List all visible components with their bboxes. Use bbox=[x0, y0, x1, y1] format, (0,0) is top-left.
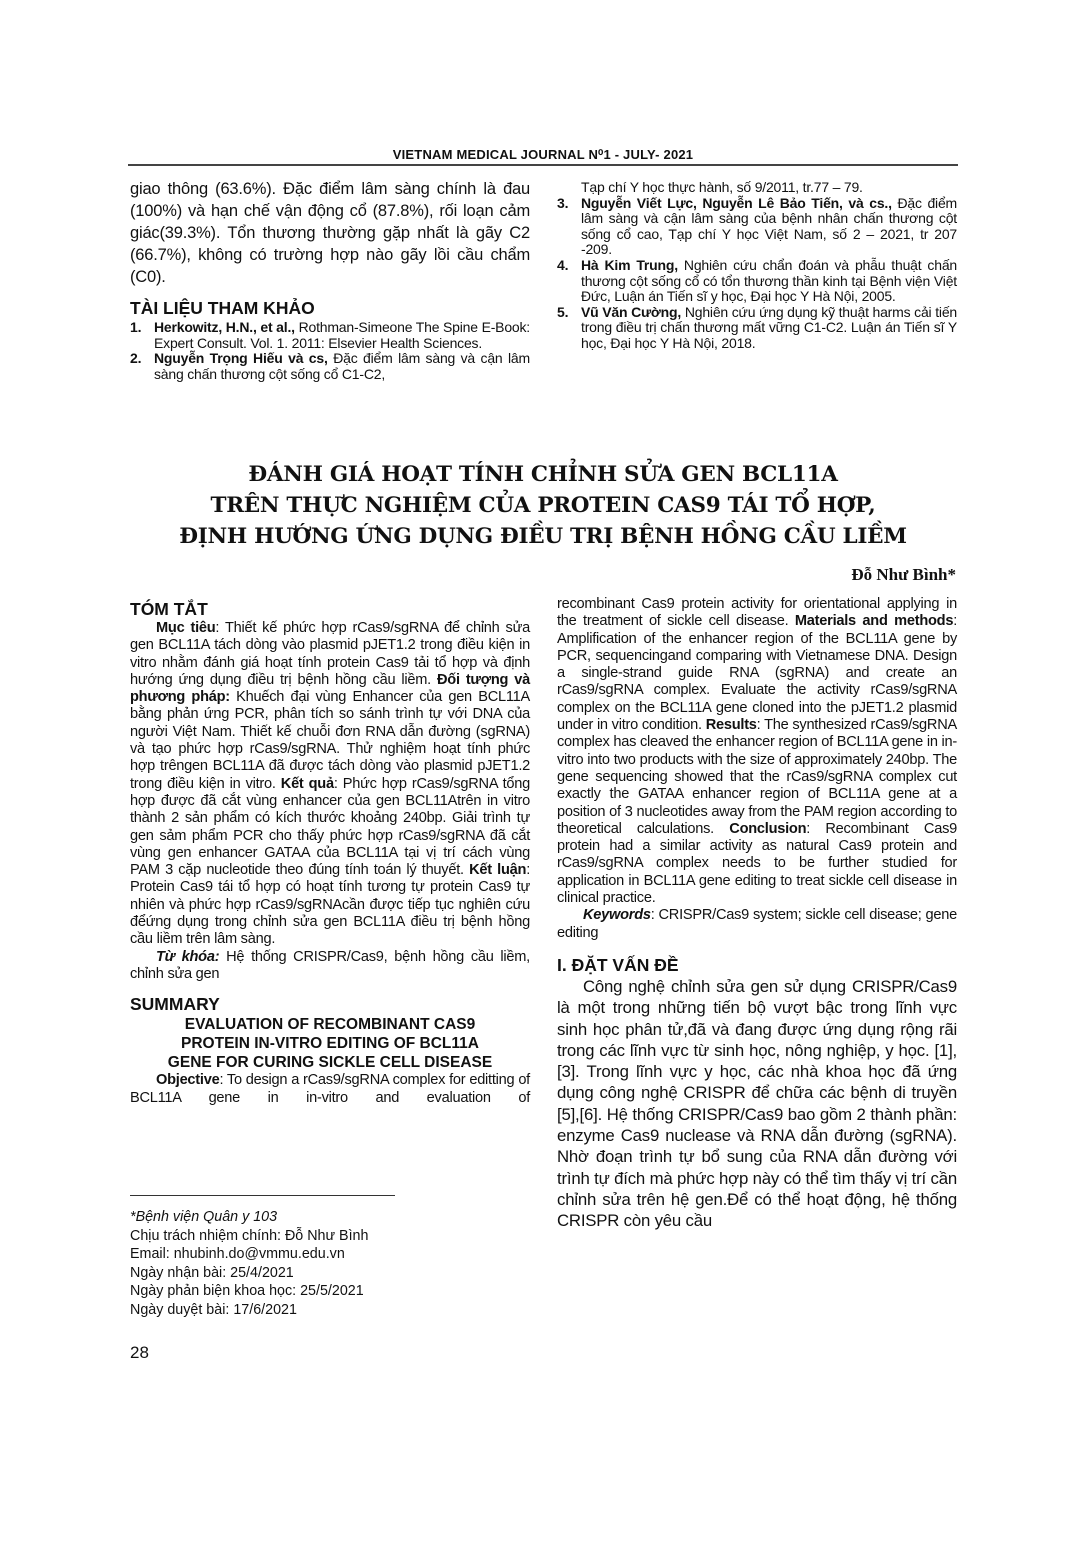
reference-item: 2. Nguyễn Trọng Hiếu và cs, Đặc điểm lâm sàng và cận lâm sàng chấn thương cột sống cổ C1-C2, bbox=[130, 350, 530, 382]
right-column bbox=[557, 596, 957, 1232]
footnote: *Bệnh viện Quân y 103 Chịu trách nhiệm chính: Đỗ Như Bình Email: nhubinh.do@vmmu.edu.vn Ngày nhận bài: 25/4/2021 Ngày phản biện khoa học: 25/5/2021 Ngày duyệt bài: 17/6/2021 bbox=[130, 1209, 369, 1318]
author: Đỗ Như Bình* bbox=[851, 565, 956, 584]
article-title: ĐÁNH GIÁ HOẠT TÍNH CHỈNH SỬA GEN BCL11A TRÊN THỰC NGHIỆM CỦA PROTEIN CAS9 TÁI TỔ HỢP, ĐỊNH HƯỚNG ỨNG DỤNG ĐIỀU TRỊ BỆNH HỒNG CẦU LIỀM bbox=[179, 462, 907, 549]
summary-keywords: Keywords: CRISPR/Cas9 system; sickle cell disease; gene editing bbox=[557, 907, 957, 941]
reference-item: 4. Hà Kim Trung, Nghiên cứu chẩn đoán và phẫu thuật chấn thương cột sống cổ có tổn thương thần kinh tại Bệnh viện Việt Đức, Luận án Tiến sĩ y học, Đại học Y Hà Nội, 2005. bbox=[557, 256, 957, 305]
reference-continuation: Tạp chí Y học thực hành, số 9/2011, tr.77 – 79. bbox=[581, 179, 863, 195]
summary-body: recombinant Cas9 protein activity for orientational applying in the treatment of sickle cell disease. Materials and methods: Amplification of the enhancer region of the BCL11A gene by PCR, sequencingand comparing with Vietnamese DNA. Design a single-strand guide RNA (sgRNA) and create an rCas9/sgRNA complex. Evaluate the activity rCas9/sgRNA complex on the BCL11A gene cloned into the pJET1.2 plasmid under in vitro condition. Results: The synthesized rCas9/sgRNA complex has cleaved the enhancer region of BCL11A gene in in-vitro into two products with the size of approximately 240bp. The gene sequencing showed that the rCas9/sgRNA complex cut exactly the GATAA enhancer region of BCL11A gene at a position of 3 nucleotides away from the PAM region according to theoretical calculations. Conclusion: Recombinant Cas9 protein had a similar activity as natural Cas9 protein and rCas9/sgRNA complex needs to be further studied for application in BCL11A gene editing to treat sickle cell disease in clinical practice. bbox=[557, 596, 957, 907]
header-rule bbox=[128, 164, 958, 166]
running-header: VIETNAM MEDICAL JOURNAL N⁰1 - JULY- 2021 bbox=[392, 147, 694, 162]
left-column bbox=[130, 598, 530, 1107]
summary-title: EVALUATION OF RECOMBINANT CAS9 PROTEIN IN-VITRO EDITING OF BCL11A GENE FOR CURING SICKLE CELL DISEASE bbox=[167, 1016, 493, 1072]
references-heading: TÀI LIỆU THAM KHẢO bbox=[130, 298, 315, 318]
summary-objective: Objective: To design a rCas9/sgRNA complex for editting of BCL11A gene in in-vitro and evaluation of bbox=[130, 1072, 530, 1106]
reference-item: 5. Vũ Văn Cường, Nghiên cứu ứng dụng kỹ thuật harms cải tiến trong điều trị chấn thương mất vững C1-C2. Luận án Tiến sĩ Y học, Đại học Y Hà Nội, 2018. bbox=[557, 303, 957, 351]
summary-heading: SUMMARY bbox=[130, 994, 220, 1015]
intro-heading: I. ĐẶT VẤN ĐỀ bbox=[557, 954, 679, 975]
previous-article-conclusion: giao thông (63.6%). Đặc điểm lâm sàng chính là đau (100%) và hạn chế vận động cổ (87.8%), rối loạn cảm giác(39.3%). Tổn thương thường gặp nhất là gãy C2 (66.7%), không có trường hợp nào gãy lồi cầu chẩm (C0). bbox=[130, 180, 530, 286]
page-number: 28 bbox=[130, 1343, 149, 1362]
abstract-vi-keywords: Từ khóa: Hệ thống CRISPR/Cas9, bệnh hồng cầu liềm, chỉnh sửa gen bbox=[130, 948, 530, 982]
reference-item: 1. Herkowitz, H.N., et al., Rothman-Simeone The Spine E-Book: Expert Consult. Vol. 1. 2011: Elsevier Health Sciences. bbox=[130, 319, 530, 351]
reference-item: 3. Nguyễn Viết Lực, Nguyễn Lê Bảo Tiến, và cs., Đặc điểm lâm sàng và cận lâm sàng của bệnh nhân chấn thương cột sống cổ cao, Tạp chí Y học Việt Nam, số 2 – 2021, tr 207 -209. bbox=[557, 194, 957, 258]
abstract-vi-body: Mục tiêu: Thiết kế phức hợp rCas9/sgRNA để chỉnh sửa gen BCL11A tách dòng vào plasmid pJET1.2 trong điều kiện in vitro nhằm đánh giá hoạt tính protein Cas9 tải tổ hợp và định hướng ứng dụng điều trị bệnh hồng cầu liềm. Đối tượng và phương pháp: Khuếch đại vùng Enhancer của gen BCL11A bằng phản ứng PCR, phân tích so sánh trình tự với DNA của người Việt Nam. Thiết kế chuỗi đơn RNA dẫn đường (sgRNA) và tạo phức hợp rCas9/sgRNA. Thử nghiệm hoạt tính phức hợp trêngen BCL11A đã được tách dòng vào plasmid pJET1.2 trong điều kiện in vitro. Kết quả: Phức hợp rCas9/sgRNA tổng hợp được đã cắt vùng enhancer của gen BCL11Atrên in vitro thành 2 sản phẩm có kích thước khoảng 240bp. Giải trình tự gen sảm phẩm PCR cho thấy phức hợp rCas9/sgRNA đã cắt vùng gen enhancer GATAA của BCL11A tại vị trí cách vùng PAM 3 cặp nucleotide theo đúng tính toán lý thuyết. Kết luận: Protein Cas9 tái tổ hợp có hoạt tính tương tự protein Cas9 tự nhiên và phức hợp rCas9/sgRNAcần được tiếp tục nghiên cứu đểứng dụng trong chỉnh sửa gen BCL11A điều trị bệnh hồng cầu liềm trên lâm sàng. bbox=[130, 620, 530, 948]
references-right bbox=[557, 180, 957, 352]
references-left bbox=[130, 320, 530, 382]
abstract-vi-heading: TÓM TẮT bbox=[130, 599, 208, 619]
footnote-rule bbox=[130, 1195, 395, 1196]
intro-body: Công nghệ chỉnh sửa gen sử dụng CRISPR/Cas9 là một trong những tiến bộ vượt bậc trong lĩnh vực sinh học phân tử,đã và đang được ứng dụng rộng rãi trong các lĩnh vực từ sinh học, nông nghiệp, y học. [1],[3]. Trong lĩnh vực y học, các nhà khoa học đã ứng dụng công nghệ CRISPR để chữa các bệnh di truyền [5],[6]. Hệ thống CRISPR/Cas9 bao gồm 2 thành phần: enzyme Cas9 nuclease và RNA dẫn đường (sgRNA). Nhờ đoạn trình tự bổ sung của RNA dẫn đường với trình tự đích mà phức hợp này có thể tìm thấy vị trí cần chỉnh sửa trên hệ gen.Để có thể hoạt động, hệ thống CRISPR còn yêu cầu bbox=[557, 976, 957, 1231]
